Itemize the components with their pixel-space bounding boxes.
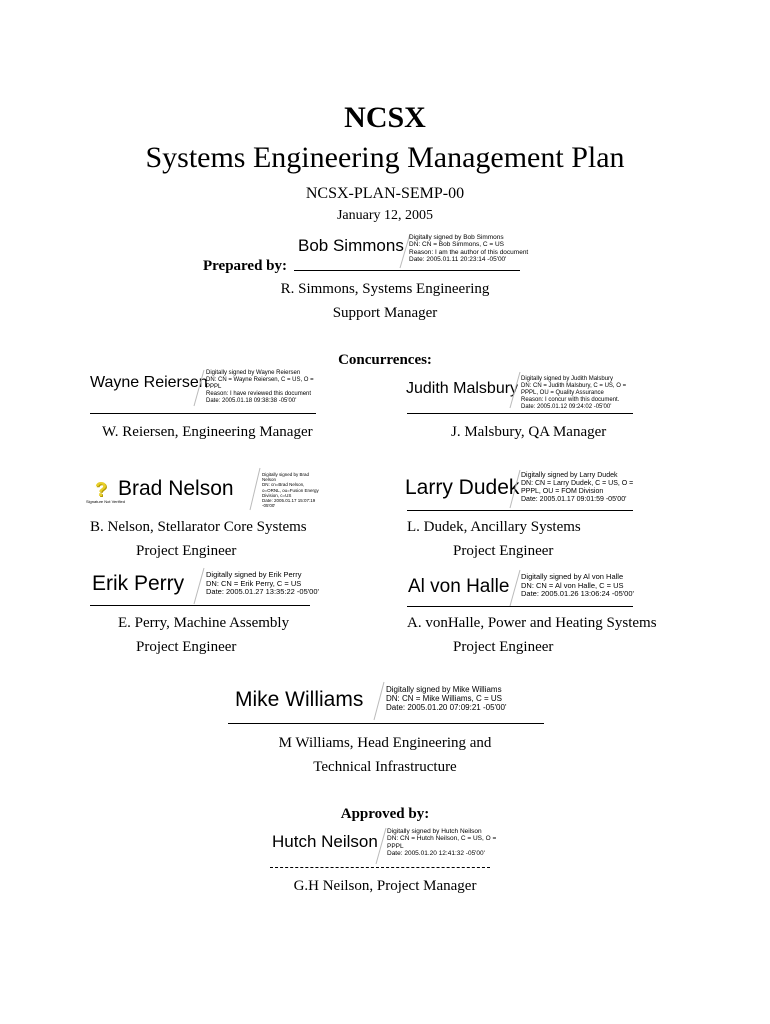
signature-details: Digitally signed by Bob Simmons DN: CN = Bob Simmons, C = US Reason: I am the author of this document Date: 2005.01.11 20:23:14 -05'00' bbox=[409, 234, 529, 264]
signer-caption: E. Perry, Machine Assembly bbox=[118, 615, 290, 631]
signer-caption: A. vonHalle, Power and Heating Systems bbox=[407, 615, 657, 631]
signature-mark-icon bbox=[248, 466, 262, 512]
signature-mark-icon bbox=[508, 468, 522, 510]
signer-caption: L. Dudek, Ancillary Systems bbox=[407, 519, 581, 535]
signature-name: Wayne Reiersen bbox=[90, 374, 208, 391]
document-title: NCSX bbox=[344, 101, 426, 134]
signature-line bbox=[90, 605, 310, 606]
approved-by-label: Approved by: bbox=[340, 806, 430, 822]
prepared-by-label: Prepared by: bbox=[203, 258, 288, 274]
signature-line bbox=[228, 723, 544, 724]
signature-mark-icon bbox=[374, 826, 388, 866]
signature-name: Erik Perry bbox=[92, 572, 185, 595]
signature-details: Digitally signed by Judith Malsbury DN: CN = Judith Malsbury, C = US, O = PPPL, OU = Quality Assurance Reason: I concur with this document. Date: 2005.01.12 09:24:02 -05'00' bbox=[521, 376, 627, 410]
signature-details: Digitally signed by Mike Williams DN: CN = Mike Williams, C = US Date: 2005.01.20 07:09:21 -05'00' bbox=[386, 685, 507, 713]
signature-name: Hutch Neilson bbox=[272, 832, 378, 851]
signature-mark-icon bbox=[192, 566, 206, 606]
signer-caption-line2: Project Engineer bbox=[136, 543, 237, 559]
signature-mark-icon bbox=[508, 568, 522, 608]
signature-details: Digitally signed by Al von Halle DN: CN = Al von Halle, C = US Date: 2005.01.26 13:06:24 -05'00' bbox=[521, 572, 634, 599]
document-subtitle: Systems Engineering Management Plan bbox=[145, 141, 625, 174]
signature-name: Mike Williams bbox=[235, 688, 364, 711]
signature-line bbox=[407, 413, 633, 414]
signature-name: Brad Nelson bbox=[118, 477, 234, 500]
signer-caption-line2: Project Engineer bbox=[453, 543, 554, 559]
signature-details: Digitally signed by Hutch Neilson DN: CN = Hutch Neilson, C = US, O = PPPL Date: 2005.01.20 12:41:32 -05'00' bbox=[387, 828, 497, 858]
signature-line bbox=[294, 270, 520, 271]
signer-caption: W. Reiersen, Engineering Manager bbox=[102, 424, 313, 440]
signature-name: Larry Dudek bbox=[405, 476, 520, 499]
signature-name: Bob Simmons bbox=[298, 236, 404, 255]
signer-caption: J. Malsbury, QA Manager bbox=[451, 424, 607, 440]
signer-caption-line2: Support Manager bbox=[332, 305, 438, 321]
signer-caption-line2: Project Engineer bbox=[453, 639, 554, 655]
signature-status-caption: Signature Not Verified bbox=[86, 499, 125, 504]
document-id: NCSX-PLAN-SEMP-00 bbox=[305, 185, 465, 202]
signer-caption: B. Nelson, Stellarator Core Systems bbox=[90, 519, 307, 535]
signer-caption-line2: Technical Infrastructure bbox=[313, 759, 457, 775]
signature-mark-icon bbox=[508, 370, 522, 410]
signature-details: Digitally signed by Brad Nelson DN: cn=Brad Nelson, o=ORNL, ou=Fusion Energy Division, c=US Date: 2005.01.17 15:07:19 -05'00' bbox=[262, 472, 319, 509]
question-mark-icon: ? bbox=[94, 479, 108, 501]
signature-details: Digitally signed by Wayne Reiersen DN: CN = Wayne Reiersen, C = US, O = PPPL Reason: I have reviewed this document Date: 2005.01.18 09:38:38 -05'00' bbox=[206, 370, 314, 404]
signature-line bbox=[270, 867, 490, 868]
signature-details: Digitally signed by Erik Perry DN: CN = Erik Perry, C = US Date: 2005.01.27 13:35:22 -05'00' bbox=[206, 570, 319, 597]
signature-name: Judith Malsbury bbox=[406, 380, 519, 397]
document-date: January 12, 2005 bbox=[336, 208, 434, 223]
signer-caption: R. Simmons, Systems Engineering bbox=[280, 281, 490, 297]
signature-name: Al von Halle bbox=[408, 576, 510, 597]
signature-details: Digitally signed by Larry Dudek DN: CN = Larry Dudek, C = US, O = PPPL, OU = FOM Division Date: 2005.01.17 09:01:59 -05'00' bbox=[521, 472, 634, 504]
signature-line bbox=[407, 606, 633, 607]
signer-caption: G.H Neilson, Project Manager bbox=[293, 878, 477, 894]
signature-line bbox=[407, 510, 633, 511]
signer-caption-line2: Project Engineer bbox=[136, 639, 237, 655]
signature-mark-icon bbox=[192, 368, 206, 408]
signer-caption: M Williams, Head Engineering and bbox=[278, 735, 492, 751]
signature-mark-icon bbox=[372, 680, 386, 722]
signature-line bbox=[90, 413, 316, 414]
concurrences-label: Concurrences: bbox=[338, 352, 432, 368]
